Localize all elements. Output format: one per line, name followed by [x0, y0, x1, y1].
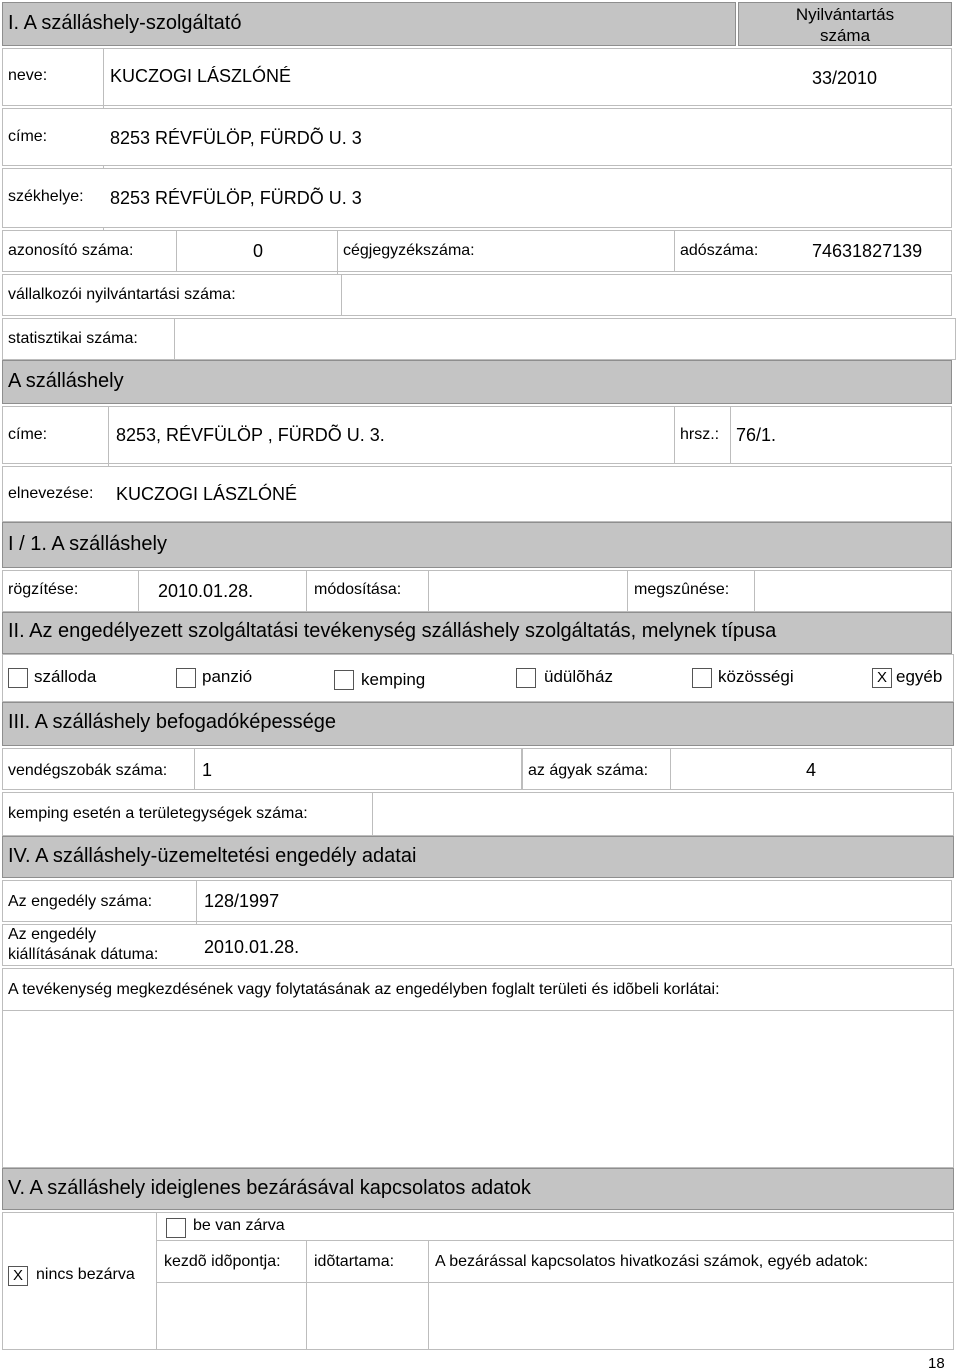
company-reg-label: cégjegyzékszáma:: [343, 242, 475, 259]
type-label-hotel: szálloda: [34, 667, 97, 686]
stat-row: [2, 318, 956, 360]
hrsz-label: hrsz.:: [680, 426, 720, 443]
address-label: címe:: [8, 128, 48, 145]
seat-value: 8253 RÉVFÜLÖP, FÜRDÕ U. 3: [110, 188, 362, 208]
closure-duration-divider: [428, 1240, 429, 1350]
address-value: 8253 RÉVFÜLÖP, FÜRDÕ U. 3: [110, 128, 362, 148]
id-row: [2, 230, 952, 272]
limits-label: A tevékenység megkezdésének vagy folytatásának az engedélyben foglalt területi és idõbeli korlátai:: [8, 981, 720, 998]
rooms-label: vendégszobák száma:: [8, 762, 168, 779]
beds-value: 4: [806, 760, 817, 780]
closed-label: be van zárva: [193, 1217, 285, 1234]
closure-duration-label: idõtartama:: [314, 1253, 395, 1270]
seat-label: székhelye:: [8, 188, 84, 205]
entrepreneur-divider: [341, 274, 342, 316]
recorded-divider: [138, 570, 139, 612]
accommodation-address-label: címe:: [8, 426, 48, 443]
stat-label: statisztikai száma:: [8, 330, 138, 347]
hrsz-divider-left: [674, 406, 675, 464]
closure-refs-label: A bezárással kapcsolatos hivatkozási számok, egyéb adatok:: [435, 1253, 869, 1270]
type-checkbox-holiday-house[interactable]: [516, 668, 536, 688]
permit-date-label-line1: Az engedély: [8, 926, 97, 943]
beds-divider-left: [521, 748, 523, 790]
modified-label: módosítása:: [314, 581, 402, 598]
type-checkbox-hotel[interactable]: [8, 668, 28, 688]
type-label-community: közösségi: [718, 667, 794, 686]
name-value: KUCZOGI LÁSZLÓNÉ: [110, 66, 292, 86]
closure-subheader-line: [156, 1240, 954, 1241]
recorded-value: 2010.01.28.: [158, 581, 254, 601]
recorded-label: rögzítése:: [8, 581, 79, 598]
type-label-guesthouse: panzió: [202, 667, 253, 686]
id-value: 0: [253, 241, 264, 261]
closure-block: [2, 1212, 954, 1350]
page-number: 18: [928, 1355, 945, 1372]
closure-left-divider: [156, 1212, 157, 1350]
hrsz-divider-right: [730, 406, 731, 464]
types-row: [2, 654, 954, 702]
modified-divider-right: [428, 570, 429, 612]
type-checkbox-camping[interactable]: [334, 670, 354, 690]
registry-value: 33/2010: [812, 68, 878, 88]
closed-checkbox[interactable]: [166, 1218, 186, 1238]
name-label: neve:: [8, 67, 48, 84]
camping-units-label: kemping esetén a területegységek száma:: [8, 805, 308, 822]
section3-title: III. A szálláshely befogadóképessége: [8, 711, 337, 733]
closure-values-line: [156, 1282, 954, 1283]
tax-value: 74631827139: [812, 241, 923, 261]
registry-label-line1: Nyilvántartás: [795, 5, 895, 24]
modified-divider-left: [306, 570, 307, 612]
registry-label-line2: száma: [819, 26, 871, 45]
rooms-divider: [194, 748, 195, 790]
accommodation-title: A szálláshely: [8, 370, 124, 392]
closure-start-label: kezdõ idõpontja:: [164, 1253, 281, 1270]
accommodation-name-value: KUCZOGI LÁSZLÓNÉ: [116, 484, 298, 504]
entrepreneur-label: vállalkozói nyilvántartási száma:: [8, 286, 236, 303]
section1-title: I. A szálláshely-szolgáltató: [8, 12, 242, 34]
section2-title: II. Az engedélyezett szolgáltatási tevékenység szálláshely szolgáltatás, melynek típusa: [8, 620, 777, 642]
not-closed-checkbox[interactable]: X: [8, 1266, 28, 1286]
type-checkbox-community[interactable]: [692, 668, 712, 688]
accommodation-name-label: elnevezése:: [8, 485, 94, 502]
permit-number-label: Az engedély száma:: [8, 893, 153, 910]
closure-start-divider: [306, 1240, 307, 1350]
beds-label: az ágyak száma:: [528, 762, 649, 779]
type-checkbox-other[interactable]: X: [872, 668, 892, 688]
beds-divider-right: [670, 748, 671, 790]
section5-title: V. A szálláshely ideiglenes bezárásával kapcsolatos adatok: [8, 1177, 531, 1199]
recorded-row: [2, 570, 952, 612]
not-closed-label: nincs bezárva: [36, 1266, 135, 1283]
permit-date-label-line2: kiállításának dátuma:: [8, 946, 159, 963]
accommodation-address-value: 8253, RÉVFÜLÖP , FÜRDÕ U. 3.: [116, 425, 385, 445]
ended-divider-right: [754, 570, 755, 612]
id-divider: [176, 230, 177, 272]
id-label: azonosító száma:: [8, 242, 134, 259]
limits-separator: [2, 1010, 954, 1011]
type-label-holiday-house: üdülõház: [544, 667, 614, 686]
section4-title: IV. A szálláshely-üzemeltetési engedély adatai: [8, 845, 417, 867]
ended-divider-left: [627, 570, 628, 612]
stat-divider: [174, 318, 175, 360]
section1-1-title: I / 1. A szálláshely: [8, 533, 167, 555]
permit-date-value: 2010.01.28.: [204, 937, 300, 957]
permit-number-value: 128/1997: [204, 891, 280, 911]
ended-label: megszûnése:: [634, 581, 730, 598]
type-label-camping: kemping: [361, 670, 426, 689]
type-label-other: egyéb: [896, 667, 943, 686]
hrsz-value: 76/1.: [736, 425, 777, 445]
tax-label: adószáma:: [680, 242, 759, 259]
camping-units-divider: [372, 792, 373, 836]
type-checkbox-guesthouse[interactable]: [176, 668, 196, 688]
rooms-value: 1: [202, 760, 213, 780]
tax-divider: [674, 230, 675, 272]
accommodation-header: [2, 360, 952, 404]
